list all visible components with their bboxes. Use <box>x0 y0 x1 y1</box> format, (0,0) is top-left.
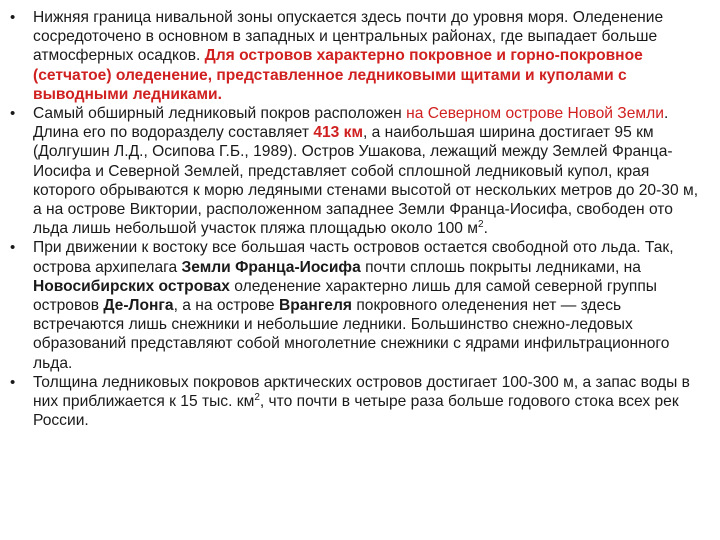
bullet-dot: • <box>10 373 16 391</box>
superscript: 2 <box>478 219 484 231</box>
bullet-item-east-islands <box>10 238 710 372</box>
bullet-dot: • <box>10 239 16 257</box>
bullet-list <box>10 8 710 430</box>
text-run: . Длина его по водоразделу составляет <box>33 105 669 142</box>
text-run: , а наибольшая ширина достигает 95 км (Долгушин Л.Д., Осипова Г.Б., 1989). Остров Ушакова, лежащий между Землей Франца-Иосифа и Северной Землей, представляет собой сплошной ледниковый купол, края которого обрываются к морю ледяными стенами высотой от нескольких метров до 20-30 м, а на острове Виктории, расположенном западнее Земли Франца-Иосифа, свободен ото льда лишь небольшой участок пляжа площадью около 100 м <box>33 124 699 238</box>
bullet-item-ice-thickness <box>10 373 710 431</box>
text-run: Толщина ледниковых покровов арктических островов достигает 100-300 м, а запас воды в них приближается к 15 тыс. км <box>33 373 690 411</box>
bullet-item-nival-zone <box>10 8 710 104</box>
bold-wrangel: Врангеля <box>278 297 352 315</box>
highlight-glaciation-type: Для островов характерно покровное и горно-покровное (сетчатое) оледенение, представленное ледниковыми щитами и куполами с выводными ледниками. <box>33 47 643 103</box>
bullet-dot: • <box>10 105 16 123</box>
bold-new-siberian-islands: Новосибирских островах <box>33 277 230 295</box>
highlight-length-km: 413 км <box>313 124 364 142</box>
text-run: , а на острове <box>173 297 279 315</box>
bold-de-long: Де-Лонга <box>103 297 174 315</box>
highlight-northern-island: на Северном острове Новой Земли <box>406 105 664 123</box>
text-run: При движении к востоку все большая часть островов остается свободной ото льда. Так, острова архипелага <box>33 239 674 276</box>
text-run: Самый обширный ледниковый покров расположен <box>33 105 407 123</box>
text-run: почти сплошь покрыты ледниками, на <box>360 258 641 276</box>
text-run: оледенение характерно лишь для самой северной группы островов <box>33 277 657 315</box>
bold-franz-josef-land: Земли Франца-Иосифа <box>181 258 361 276</box>
text-run: Нижняя граница нивальной зоны опускается здесь почти до уровня моря. Оледенение сосредоточено в основном в западных и центральных районах, где выпадает больше атмосферных осадков. <box>33 9 664 65</box>
text-run: . <box>483 220 488 238</box>
bullet-dot: • <box>10 9 16 26</box>
superscript: 2 <box>254 391 260 403</box>
text-run: , что почти в четыре раза больше годового стока всех рек России. <box>33 393 679 430</box>
text-run: покровного оледенения нет — здесь встречаются лишь снежники и небольшие ледники. Большинство снежно-ледовых образований представляют собой многолетние снежники с ядрами инфильтрационного льда. <box>33 297 670 372</box>
bullet-item-novaya-zemlya <box>10 104 710 238</box>
